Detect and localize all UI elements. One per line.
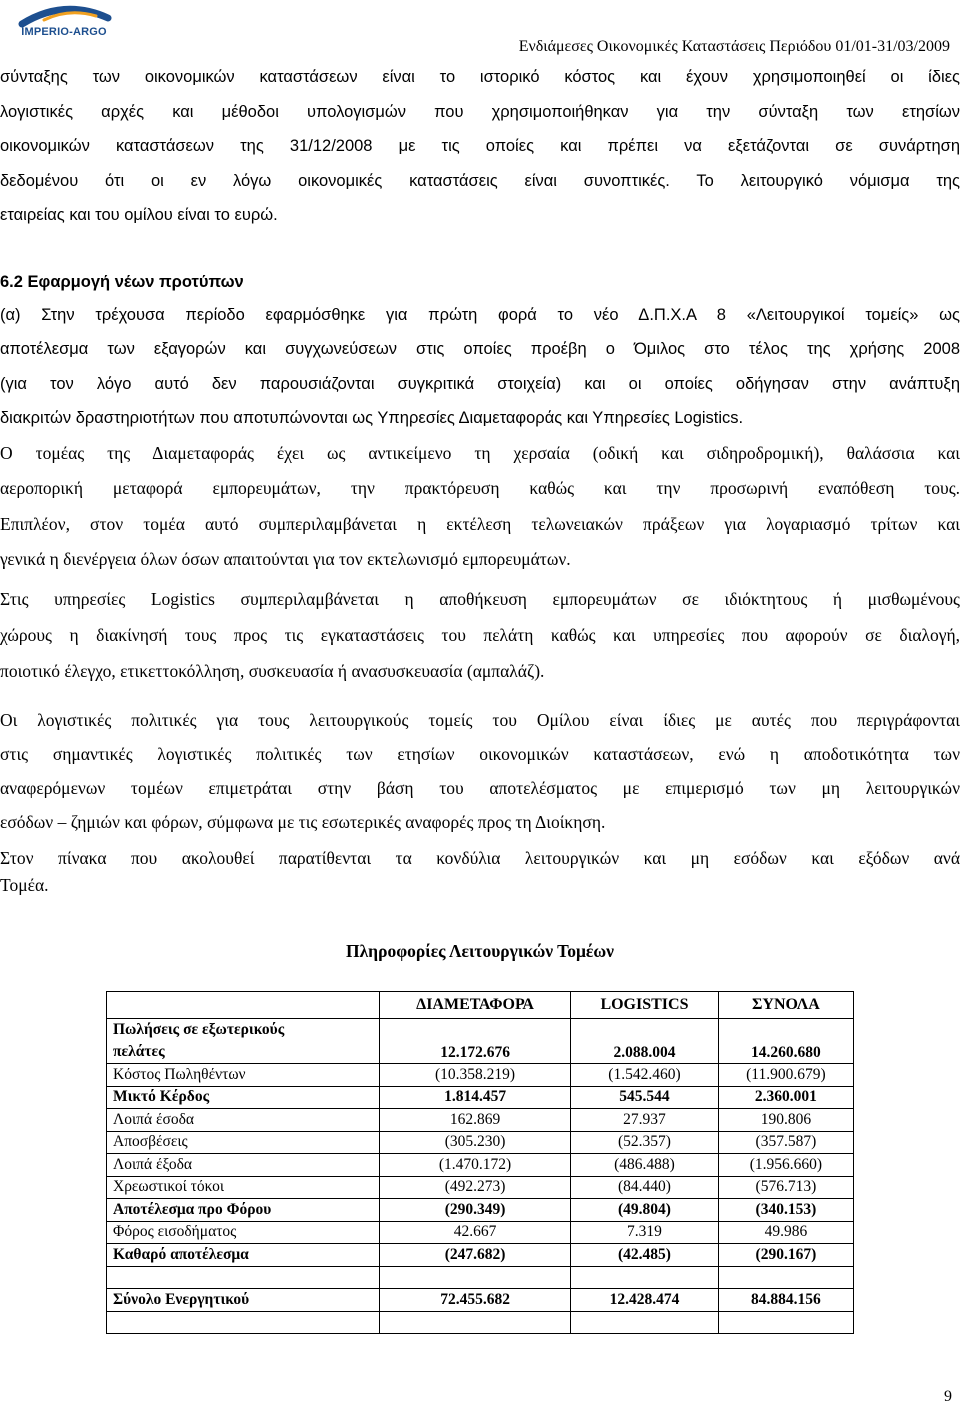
table-header: LOGISTICS: [571, 992, 719, 1019]
table-row: [107, 1221, 854, 1244]
logo-text: IMPERIO-ARGO: [21, 26, 107, 38]
spacer-cell: [571, 1266, 719, 1289]
paragraph-c: [0, 581, 960, 689]
cell-value: (492.273): [380, 1176, 571, 1199]
table-spacer-row: [107, 1311, 854, 1334]
text-line: οικονομικών καταστάσεων της 31/12/2008 με τις οποίες και πρέπει να εξετάζονται σε συνάρτηση: [0, 137, 960, 155]
cell-value: 7.319: [571, 1221, 719, 1244]
text-line: Επιπλέον, στον τομέα αυτό συμπεριλαμβάνεται η εκτέλεση τελωνειακών πράξεων για λογαριασμό τρίτων και: [0, 513, 960, 534]
table-row: [107, 1086, 854, 1109]
cell-value: 27.937: [571, 1109, 719, 1132]
cell-value: (1.542.460): [571, 1064, 719, 1087]
spacer-cell: [380, 1311, 571, 1334]
cell-value: (305.230): [380, 1131, 571, 1154]
cell-value: (49.804): [571, 1199, 719, 1222]
cell-value: 12.428.474: [571, 1289, 719, 1312]
document-body: [0, 60, 960, 899]
table-row: [107, 1289, 854, 1312]
text-line: λογιστικές αρχές και μέθοδοι υπολογισμών που χρησιμοποιήθηκαν για την σύνταξη των ετησίων: [0, 102, 960, 121]
cell-value: (84.440): [571, 1176, 719, 1199]
table-header: ΔΙΑΜΕΤΑΦΟΡΑ: [380, 992, 571, 1019]
text-line: ποιοτικό έλεγχο, ετικεττοκόλληση, συσκευασία ή ανασυσκευασία (αμπαλάζ).: [0, 660, 545, 681]
row-label: Αποτέλεσμα προ Φόρου: [107, 1199, 380, 1222]
cell-value: (576.713): [718, 1176, 853, 1199]
text-line: Ο τομέας της Διαμεταφοράς έχει ως αντικείμενο τη χερσαία (οδική και σιδηροδρομική), θαλάσσια και: [0, 442, 960, 463]
cell-value: (486.488): [571, 1154, 719, 1177]
cell-value: (52.357): [571, 1131, 719, 1154]
row-label: Καθαρό αποτέλεσμα: [107, 1244, 380, 1267]
spacer-cell: [571, 1311, 719, 1334]
text-line: Τομέα.: [0, 874, 49, 895]
paragraph-a: [0, 298, 960, 436]
cell-value: 2.088.004: [571, 1019, 719, 1064]
text-line: (α) Στην τρέχουσα περίοδο εφαρμόσθηκε για πρώτη φορά το νέο Δ.Π.Χ.Α 8 «Λειτουργικοί τομείς» ως: [0, 305, 960, 324]
segments-table: [106, 991, 854, 1334]
cell-value: 190.806: [718, 1109, 853, 1132]
table-row: [107, 1109, 854, 1132]
text-line: (για τον λόγο αυτό δεν παρουσιάζονται συγκριτικά στοιχεία) και οι οποίες οδήγησαν στην ανάπτυξη: [0, 374, 960, 393]
cell-value: 162.869: [380, 1109, 571, 1132]
row-label-line: πελάτες: [113, 1043, 165, 1060]
cell-value: (42.485): [571, 1244, 719, 1267]
cell-value: (290.349): [380, 1199, 571, 1222]
row-label: Χρεωστικοί τόκοι: [107, 1176, 380, 1199]
text-line: Στις υπηρεσίες Logistics συμπεριλαμβάνεται η αποθήκευση εμπορευμάτων σε ιδιόκτητους ή μισθωμένους: [0, 588, 960, 609]
page-number: 9: [944, 1388, 952, 1405]
row-label: Φόρος εισοδήματος: [107, 1221, 380, 1244]
table-row: [107, 1244, 854, 1267]
cell-value: 2.360.001: [718, 1086, 853, 1109]
table-row: [107, 1176, 854, 1199]
table-row: [107, 1154, 854, 1177]
cell-value: 42.667: [380, 1221, 571, 1244]
row-label: Μικτό Κέρδος: [107, 1086, 380, 1109]
text-line: αεροπορική μεταφορά εμπορευμάτων, την πρακτόρευση καθώς και την προσωρινή εναπόθεση τους.: [0, 478, 960, 498]
cell-value: (357.587): [718, 1131, 853, 1154]
company-logo: [14, 4, 124, 46]
paragraph-e: [0, 839, 960, 899]
text-line: Στον πίνακα που ακολουθεί παρατίθενται τα κονδύλια λειτουργικών και μη εσόδων και εξόδων ανά: [0, 847, 960, 868]
spacer-cell: [107, 1266, 380, 1289]
table-spacer-row: [107, 1266, 854, 1289]
cell-value: (10.358.219): [380, 1064, 571, 1087]
cell-value: 1.814.457: [380, 1086, 571, 1109]
paragraph-d: [0, 703, 960, 839]
text-line: διακριτών δραστηριοτήτων που αποτυπώνονται ως Υπηρεσίες Διαμεταφοράς και Υπηρεσίες Logistics.: [0, 409, 744, 427]
cell-value: (1.470.172): [380, 1154, 571, 1177]
spacer-cell: [718, 1266, 853, 1289]
text-line: σύνταξης των οικονομικών καταστάσεων είναι το ιστορικό κόστος και έχουν χρησιμοποιηθεί οι ίδιες: [0, 68, 960, 86]
spacer-cell: [380, 1266, 571, 1289]
text-line: στις σημαντικές λογιστικές πολιτικές των ετησίων οικονομικών καταστάσεων, ενώ η αποδοτικότητα των: [0, 743, 960, 764]
cell-value: 12.172.676: [380, 1019, 571, 1064]
row-label: Κόστος Πωληθέντων: [107, 1064, 380, 1087]
cell-value: 14.260.680: [718, 1019, 853, 1064]
cell-value: (340.153): [718, 1199, 853, 1222]
table-title: Πληροφορίες Λειτουργικών Τομέων: [345, 941, 615, 961]
table-header-empty: [107, 992, 380, 1019]
text-line: χώρους η διακίνησή τους προς τις εγκαταστάσεις του πελάτη καθώς και υπηρεσίες που αφορούν σε διαλογή,: [0, 624, 960, 645]
cell-value: 84.884.156: [718, 1289, 853, 1312]
cell-value: (247.682): [380, 1244, 571, 1267]
row-label: Λοιπά έξοδα: [107, 1154, 380, 1177]
cell-value: (290.167): [718, 1244, 853, 1267]
spacer-cell: [718, 1311, 853, 1334]
row-label: Αποσβέσεις: [107, 1131, 380, 1154]
table-header-row: [107, 992, 854, 1019]
table-row: [107, 1019, 854, 1064]
page-header: [0, 0, 960, 64]
table-row: [107, 1199, 854, 1222]
table-row: [107, 1131, 854, 1154]
table-header: ΣΥΝΟΛΑ: [718, 992, 853, 1019]
text-line: εταιρείας και του ομίλου είναι το ευρώ.: [0, 206, 278, 224]
cell-value: 49.986: [718, 1221, 853, 1244]
cell-value: (11.900.679): [718, 1064, 853, 1087]
text-line: Οι λογιστικές πολιτικές για τους λειτουργικούς τομείς του Ομίλου είναι ίδιες με αυτές που περιγράφονται: [0, 709, 960, 730]
text-line: αναφερόμενων τομέων επιμετράται στην βάση του αποτελέσματος με επιμερισμό των μη λειτουργικών: [0, 777, 960, 798]
row-label: Λοιπά έσοδα: [107, 1109, 380, 1132]
text-line: αποτέλεσμα των εξαγορών και συγχωνεύσεων στις οποίες προέβη ο Όμιλος στο τέλος της χρήσης 2008: [0, 340, 960, 358]
logo-swoosh-icon: [14, 4, 114, 28]
row-label: Σύνολο Ενεργητικού: [107, 1289, 380, 1312]
cell-value: (1.956.660): [718, 1154, 853, 1177]
intro-paragraph: [0, 60, 960, 233]
cell-value: 72.455.682: [380, 1289, 571, 1312]
section-heading: 6.2 Εφαρμογή νέων προτύπων: [0, 272, 244, 291]
row-label-line: Πωλήσεις σε εξωτερικούς: [113, 1021, 285, 1038]
spacer-cell: [107, 1311, 380, 1334]
text-line: δεδομένου ότι οι εν λόγω οικονομικές καταστάσεις είναι συνοπτικές. Το λειτουργικό νόμισμα της: [0, 171, 960, 190]
document-title: Ενδιάμεσες Οικονομικές Καταστάσεις Περιόδου 01/01-31/03/2009: [518, 38, 950, 55]
table-row: [107, 1064, 854, 1087]
paragraph-b: [0, 436, 960, 578]
text-line: εσόδων – ζημιών και φόρων, σύμφωνα με τις εσωτερικές αναφορές προς τη Διοίκηση.: [0, 811, 606, 832]
cell-value: 545.544: [571, 1086, 719, 1109]
row-label: [107, 1019, 380, 1064]
text-line: γενικά η διενέργεια όλων όσων απαιτούνται για τον εκτελωνισμό εμπορευμάτων.: [0, 549, 571, 569]
